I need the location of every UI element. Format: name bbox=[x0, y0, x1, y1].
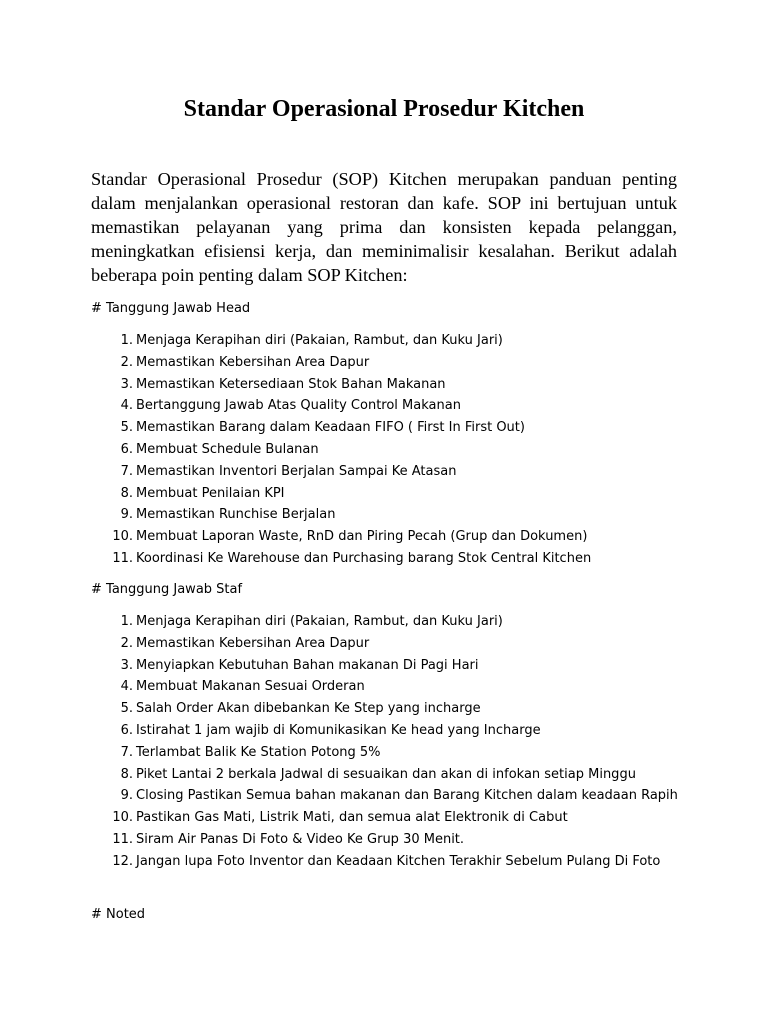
list-item bbox=[91, 742, 711, 764]
staff-responsibilities-heading: # Tanggung Jawab Staf bbox=[91, 582, 243, 597]
list-item bbox=[91, 483, 711, 505]
list-item-number: 1. bbox=[120, 614, 133, 629]
list-item-number: 8. bbox=[120, 485, 133, 501]
list-item-text: Membuat Makanan Sesuai Orderan bbox=[136, 679, 365, 695]
list-item bbox=[91, 829, 711, 851]
list-item-text: Memastikan Runchise Berjalan bbox=[136, 507, 336, 523]
noted-heading: # Noted bbox=[91, 907, 146, 922]
list-item bbox=[91, 417, 711, 439]
list-item-number: 10. bbox=[112, 529, 133, 545]
list-item bbox=[91, 633, 711, 655]
list-item-text: Pastikan Gas Mati, Listrik Mati, dan semua alat Elektronik di Cabut bbox=[136, 810, 568, 826]
list-item-text: Piket Lantai 2 berkala Jadwal di sesuaikan dan akan di infokan setiap Minggu bbox=[136, 766, 636, 782]
list-item-number: 11. bbox=[112, 831, 133, 847]
list-item bbox=[91, 676, 711, 698]
list-item-number: 5. bbox=[120, 701, 133, 717]
list-item-number: 12. bbox=[112, 853, 133, 869]
list-item-text: Membuat Penilaian KPI bbox=[136, 485, 285, 501]
list-item bbox=[91, 330, 711, 352]
list-item bbox=[91, 374, 711, 396]
list-item bbox=[91, 720, 711, 742]
list-item-number: 7. bbox=[120, 744, 133, 760]
list-item-text: Memastikan Inventori Berjalan Sampai Ke Atasan bbox=[136, 463, 457, 479]
list-item-text: Terlambat Balik Ke Station Potong 5% bbox=[136, 744, 381, 760]
list-item-text: Menyiapkan Kebutuhan Bahan makanan Di Pagi Hari bbox=[136, 657, 479, 673]
list-item-number: 9. bbox=[120, 788, 133, 804]
list-item bbox=[91, 785, 711, 807]
list-item-number: 1. bbox=[120, 333, 133, 348]
list-item-number: 10. bbox=[112, 810, 133, 826]
list-item-number: 3. bbox=[120, 657, 133, 673]
head-responsibilities-heading: # Tanggung Jawab Head bbox=[91, 301, 251, 316]
list-item bbox=[91, 439, 711, 461]
list-item-number: 7. bbox=[120, 463, 133, 479]
list-item-text: Menjaga Kerapihan diri (Pakaian, Rambut, dan Kuku Jari) bbox=[136, 333, 503, 348]
list-item-text: Siram Air Panas Di Foto & Video Ke Grup 30 Menit. bbox=[136, 831, 465, 847]
list-item-number: 11. bbox=[112, 550, 133, 566]
list-item-text: Bertanggung Jawab Atas Quality Control Makanan bbox=[136, 398, 461, 414]
list-item-number: 3. bbox=[120, 376, 133, 392]
list-item bbox=[91, 526, 711, 548]
list-item-text: Menjaga Kerapihan diri (Pakaian, Rambut, dan Kuku Jari) bbox=[136, 614, 503, 629]
list-item-text: Memastikan Barang dalam Keadaan FIFO ( First In First Out) bbox=[136, 420, 525, 436]
list-item-text: Koordinasi Ke Warehouse dan Purchasing barang Stok Central Kitchen bbox=[136, 550, 592, 566]
document-title: Standar Operasional Prosedur Kitchen bbox=[183, 96, 585, 122]
list-item bbox=[91, 851, 711, 873]
list-item bbox=[91, 395, 711, 417]
list-item-number: 2. bbox=[120, 635, 133, 651]
head-responsibilities-list bbox=[91, 330, 711, 570]
list-item-number: 8. bbox=[120, 766, 133, 782]
list-item-text: Istirahat 1 jam wajib di Komunikasikan Ke head yang Incharge bbox=[136, 722, 541, 738]
list-item-text: Memastikan Kebersihan Area Dapur bbox=[136, 635, 370, 651]
list-item bbox=[91, 548, 711, 570]
list-item-number: 9. bbox=[120, 507, 133, 523]
list-item-number: 4. bbox=[120, 398, 133, 414]
list-item-number: 6. bbox=[120, 722, 133, 738]
list-item bbox=[91, 698, 711, 720]
list-item-number: 5. bbox=[120, 420, 133, 436]
list-item-number: 2. bbox=[120, 354, 133, 370]
list-item-number: 4. bbox=[120, 679, 133, 695]
list-item-number: 6. bbox=[120, 441, 133, 457]
list-item-text: Membuat Schedule Bulanan bbox=[136, 441, 319, 457]
list-item bbox=[91, 352, 711, 374]
list-item bbox=[91, 611, 711, 633]
list-item bbox=[91, 655, 711, 677]
list-item-text: Membuat Laporan Waste, RnD dan Piring Pecah (Grup dan Dokumen) bbox=[136, 529, 588, 545]
list-item bbox=[91, 461, 711, 483]
list-item bbox=[91, 504, 711, 526]
intro-paragraph: Standar Operasional Prosedur (SOP) Kitchen merupakan panduan penting dalam menjalankan operasional restoran dan kafe. SOP ini bertujuan untuk memastikan pelayanan yang prima dan konsisten kepada pelanggan, meningkatkan efisiensi kerja, dan meminimalisir kesalahan. Berikut adalah beberapa poin penting dalam SOP Kitchen: bbox=[91, 169, 677, 285]
list-item-text: Jangan lupa Foto Inventor dan Keadaan Kitchen Terakhir Sebelum Pulang Di Foto bbox=[136, 853, 661, 869]
list-item bbox=[91, 764, 711, 786]
staff-responsibilities-list bbox=[91, 611, 711, 873]
list-item-text: Memastikan Ketersediaan Stok Bahan Makanan bbox=[136, 376, 446, 392]
list-item-text: Closing Pastikan Semua bahan makanan dan Barang Kitchen dalam keadaan Rapih bbox=[136, 788, 678, 804]
list-item-text: Salah Order Akan dibebankan Ke Step yang incharge bbox=[136, 701, 481, 717]
list-item-text: Memastikan Kebersihan Area Dapur bbox=[136, 354, 370, 370]
list-item bbox=[91, 807, 711, 829]
